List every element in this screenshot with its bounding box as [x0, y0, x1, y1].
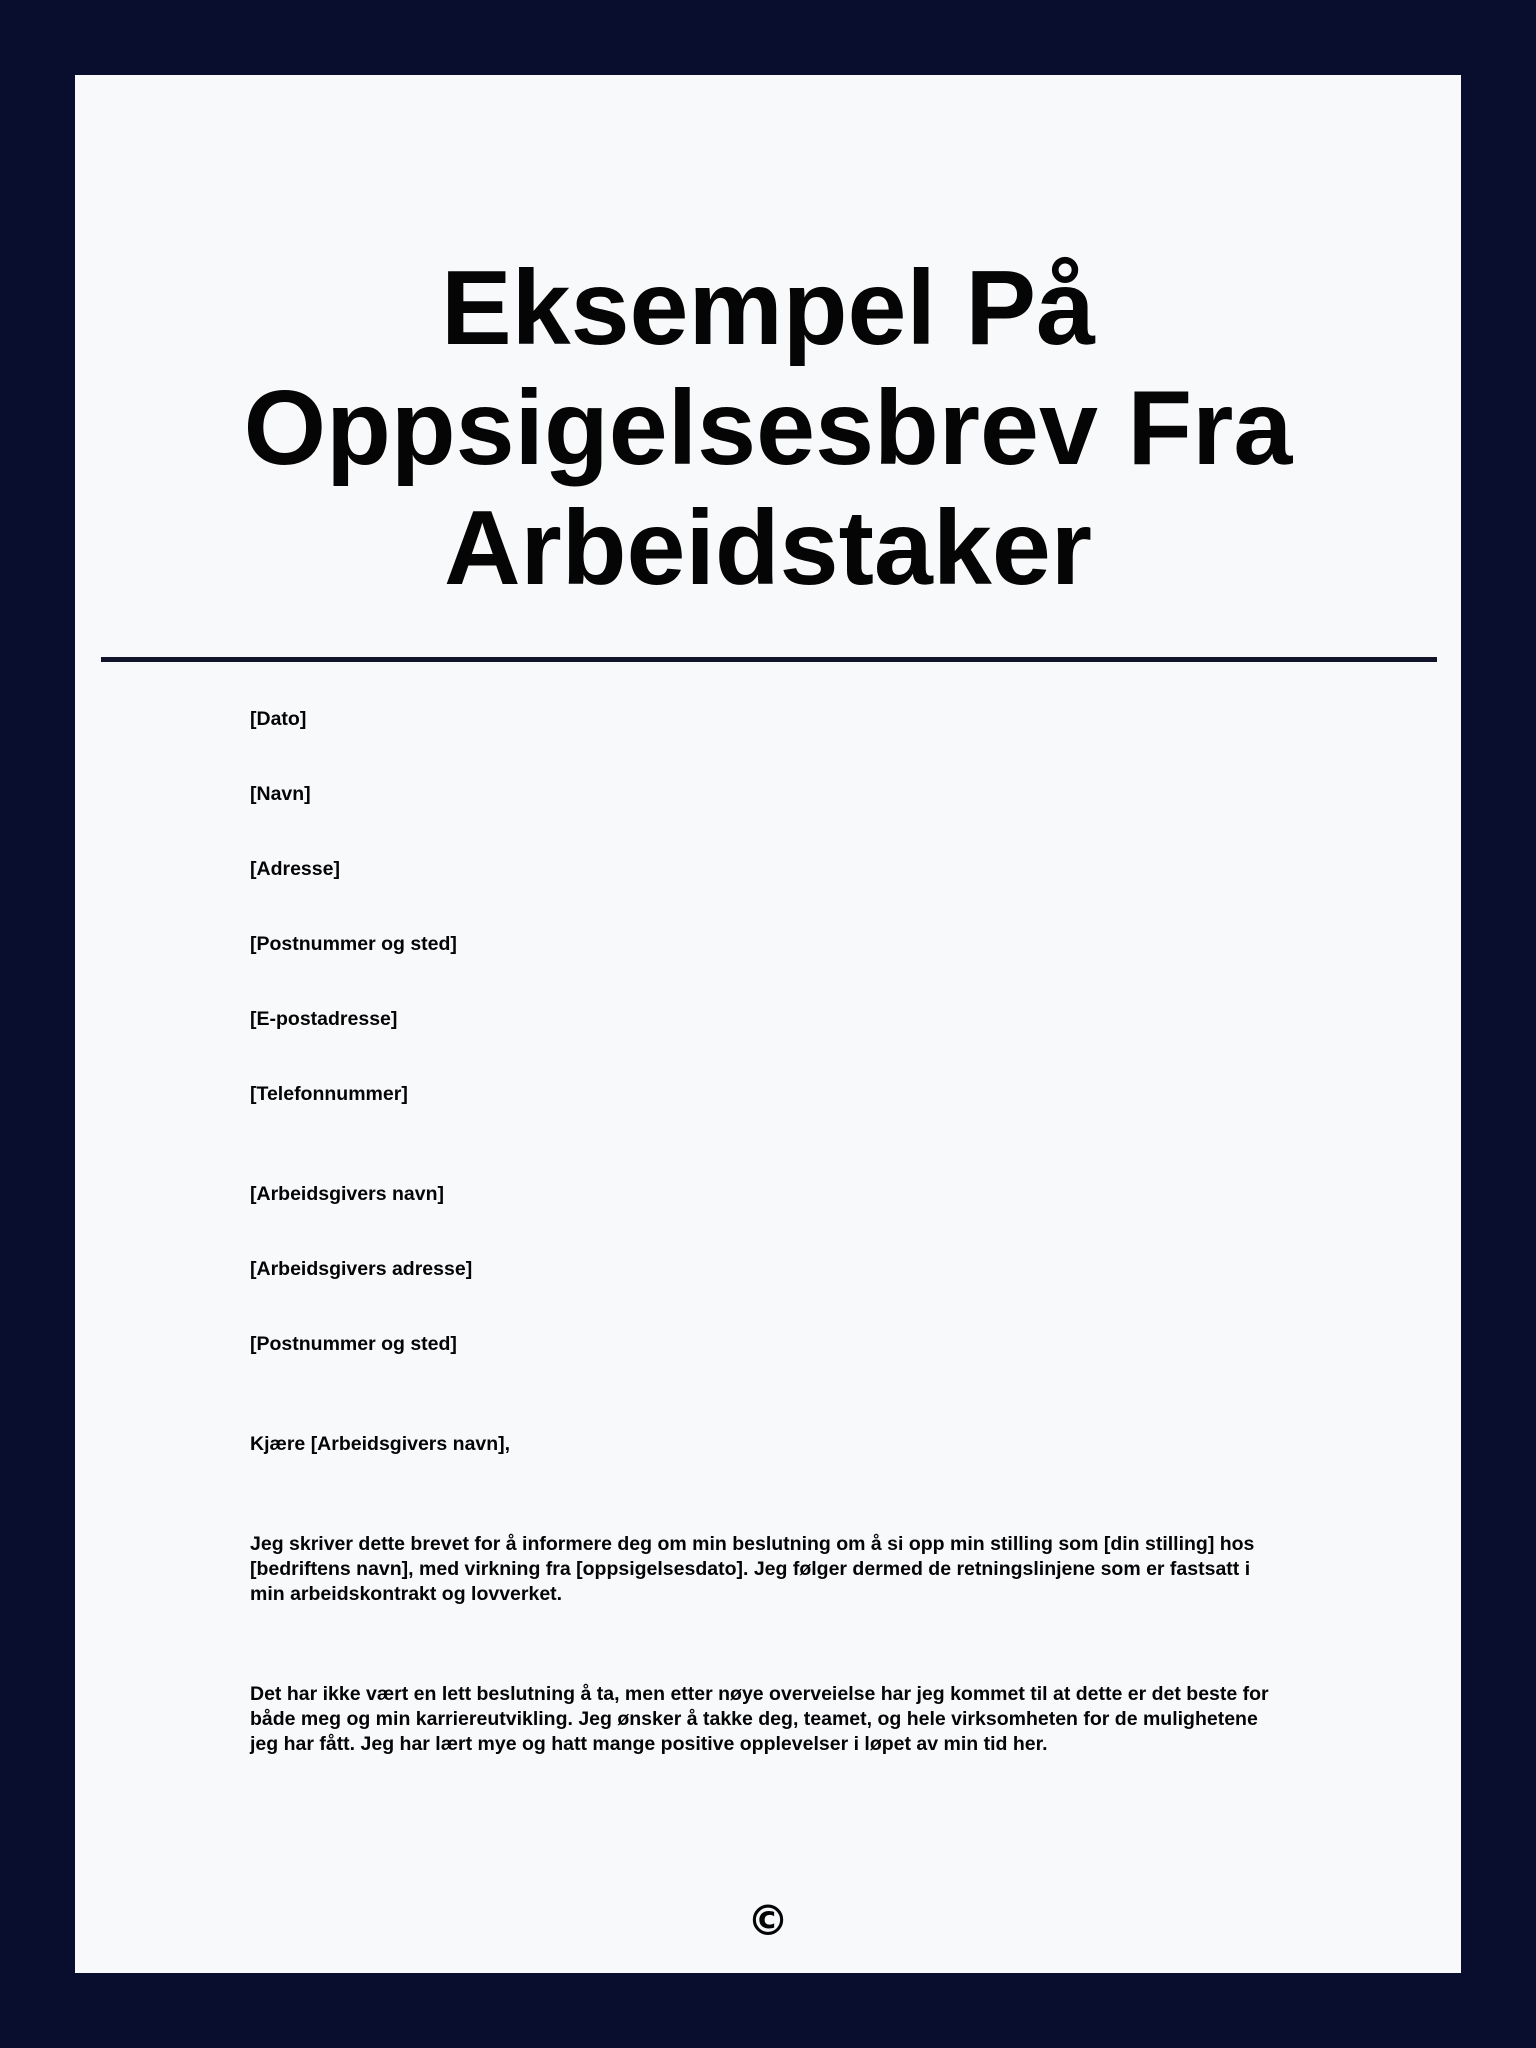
copyright-symbol: © — [747, 1896, 789, 1945]
sender-email: [E-postadresse] — [250, 1008, 398, 1030]
sender-postal: [Postnummer og sted] — [250, 933, 457, 955]
body-paragraph: Det har ikke vært en lett beslutning å ta, men etter nøye overveielse har jeg kommet til at dette er det beste for både meg og min karriereutvikling. Jeg ønsker å takke deg, teamet, og hele virksomheten for de mulighetene jeg har fått. Jeg har lært mye og hatt mange positive opplevelser i løpet av min tid her. — [250, 1683, 1269, 1755]
sender-phone: [Telefonnummer] — [250, 1083, 408, 1105]
recipient-address: [Arbeidsgivers adresse] — [250, 1258, 473, 1280]
recipient-name: [Arbeidsgivers navn] — [250, 1183, 444, 1205]
sender-date: [Dato] — [250, 708, 307, 730]
sender-name: [Navn] — [250, 783, 311, 805]
recipient-postal: [Postnummer og sted] — [250, 1333, 457, 1355]
title-divider — [101, 657, 1437, 662]
salutation: Kjære [Arbeidsgivers navn], — [250, 1433, 511, 1455]
page-title: Eksempel På Oppsigelsesbrev Fra Arbeidstaker — [243, 249, 1293, 607]
sender-address: [Adresse] — [250, 858, 340, 880]
letter-page — [75, 75, 1461, 1973]
body-paragraph: Jeg skriver dette brevet for å informere deg om min beslutning om å si opp min stilling som [din stilling] hos [bedriftens navn], med virkning fra [oppsigelsesdato]. Jeg følger dermed de retningslinjene som er fastsatt i min arbeidskontrakt og lovverket. — [250, 1533, 1255, 1605]
